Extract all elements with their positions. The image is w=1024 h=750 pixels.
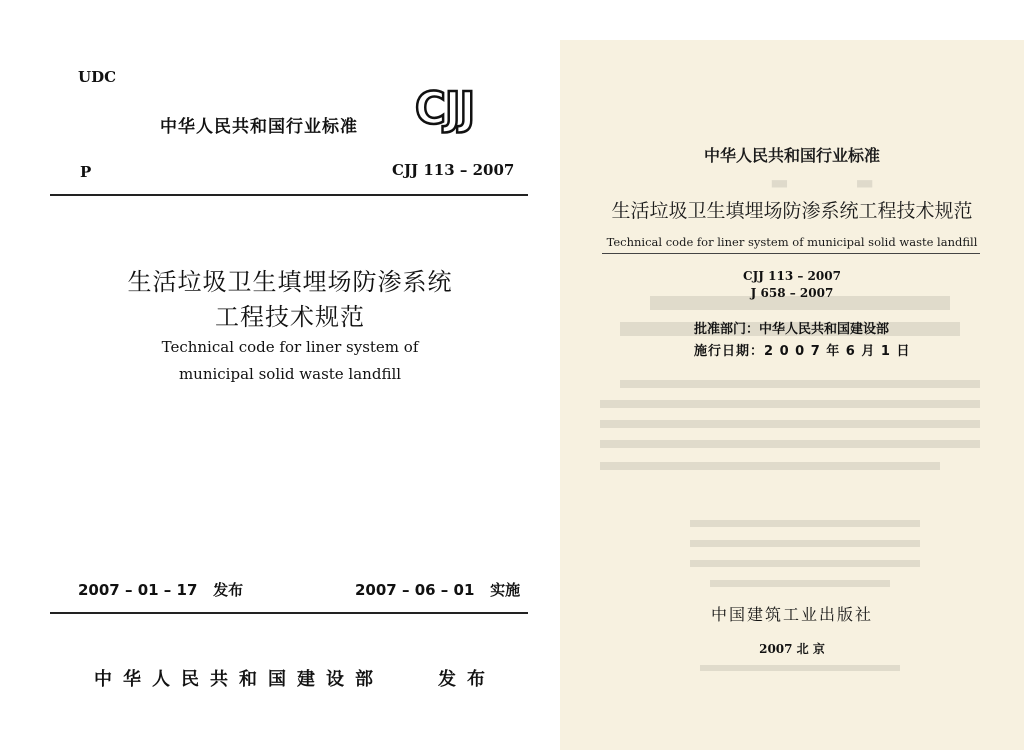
show-through-line <box>620 380 980 388</box>
udc-label: UDC <box>78 68 117 86</box>
title-cn: 生活垃圾卫生填埋场防渗系统工程技术规范 <box>611 200 973 222</box>
top-divider <box>50 194 528 196</box>
classification-code: P <box>80 163 92 181</box>
implement-label: 实施 <box>490 581 521 599</box>
issue-label: 发布 <box>213 581 244 599</box>
implement-date-value: 2007 – 06 – 01 <box>355 581 475 599</box>
bottom-divider <box>50 612 528 614</box>
show-through-line <box>600 440 980 448</box>
title-page <box>560 0 1024 750</box>
show-through-line <box>700 665 900 671</box>
show-through-line <box>600 462 940 470</box>
title-divider <box>602 253 980 254</box>
approval-department: 批准部门：中华人民共和国建设部 <box>694 322 890 337</box>
show-through-line <box>710 580 890 587</box>
implement-date <box>355 579 520 600</box>
title-cn-line1: 生活垃圾卫生填埋场防渗系统 <box>127 268 453 296</box>
effective-date: 施行日期：2 0 0 7 年 6 月 1 日 <box>694 344 911 359</box>
issue-date-value: 2007 – 01 – 17 <box>78 581 198 599</box>
show-through-line <box>690 560 920 567</box>
standard-series: 中华人民共和国行业标准 <box>160 117 358 137</box>
publication-year-city: 2007 北 京 <box>759 642 825 656</box>
record-number: J 658 – 2007 <box>750 286 834 300</box>
standard-series: 中华人民共和国行业标准 <box>703 146 880 165</box>
issuer: 中华人民共和国建设部 <box>94 669 384 690</box>
standard-number: CJJ 113 – 2007 <box>743 269 841 283</box>
title-en: Technical code for liner system of municipal solid waste landfill <box>606 235 978 249</box>
show-through-line <box>600 400 980 408</box>
show-through-line <box>690 540 920 547</box>
standard-number: CJJ 113 – 2007 <box>392 161 515 179</box>
show-through-line <box>690 520 920 527</box>
cjj-logo: CJJ <box>415 82 475 135</box>
show-through-heading: ▬ ▬ <box>770 170 905 194</box>
title-en-line1: Technical code for liner system of <box>161 338 419 356</box>
publisher: 中国建筑工业出版社 <box>710 605 873 624</box>
title-cn-line2: 工程技术规范 <box>215 303 365 331</box>
issue-date <box>78 579 243 600</box>
issuer-action: 发布 <box>438 669 496 690</box>
show-through-line <box>600 420 980 428</box>
title-en-line2: municipal solid waste landfill <box>178 365 402 383</box>
page-margin <box>560 0 1024 40</box>
